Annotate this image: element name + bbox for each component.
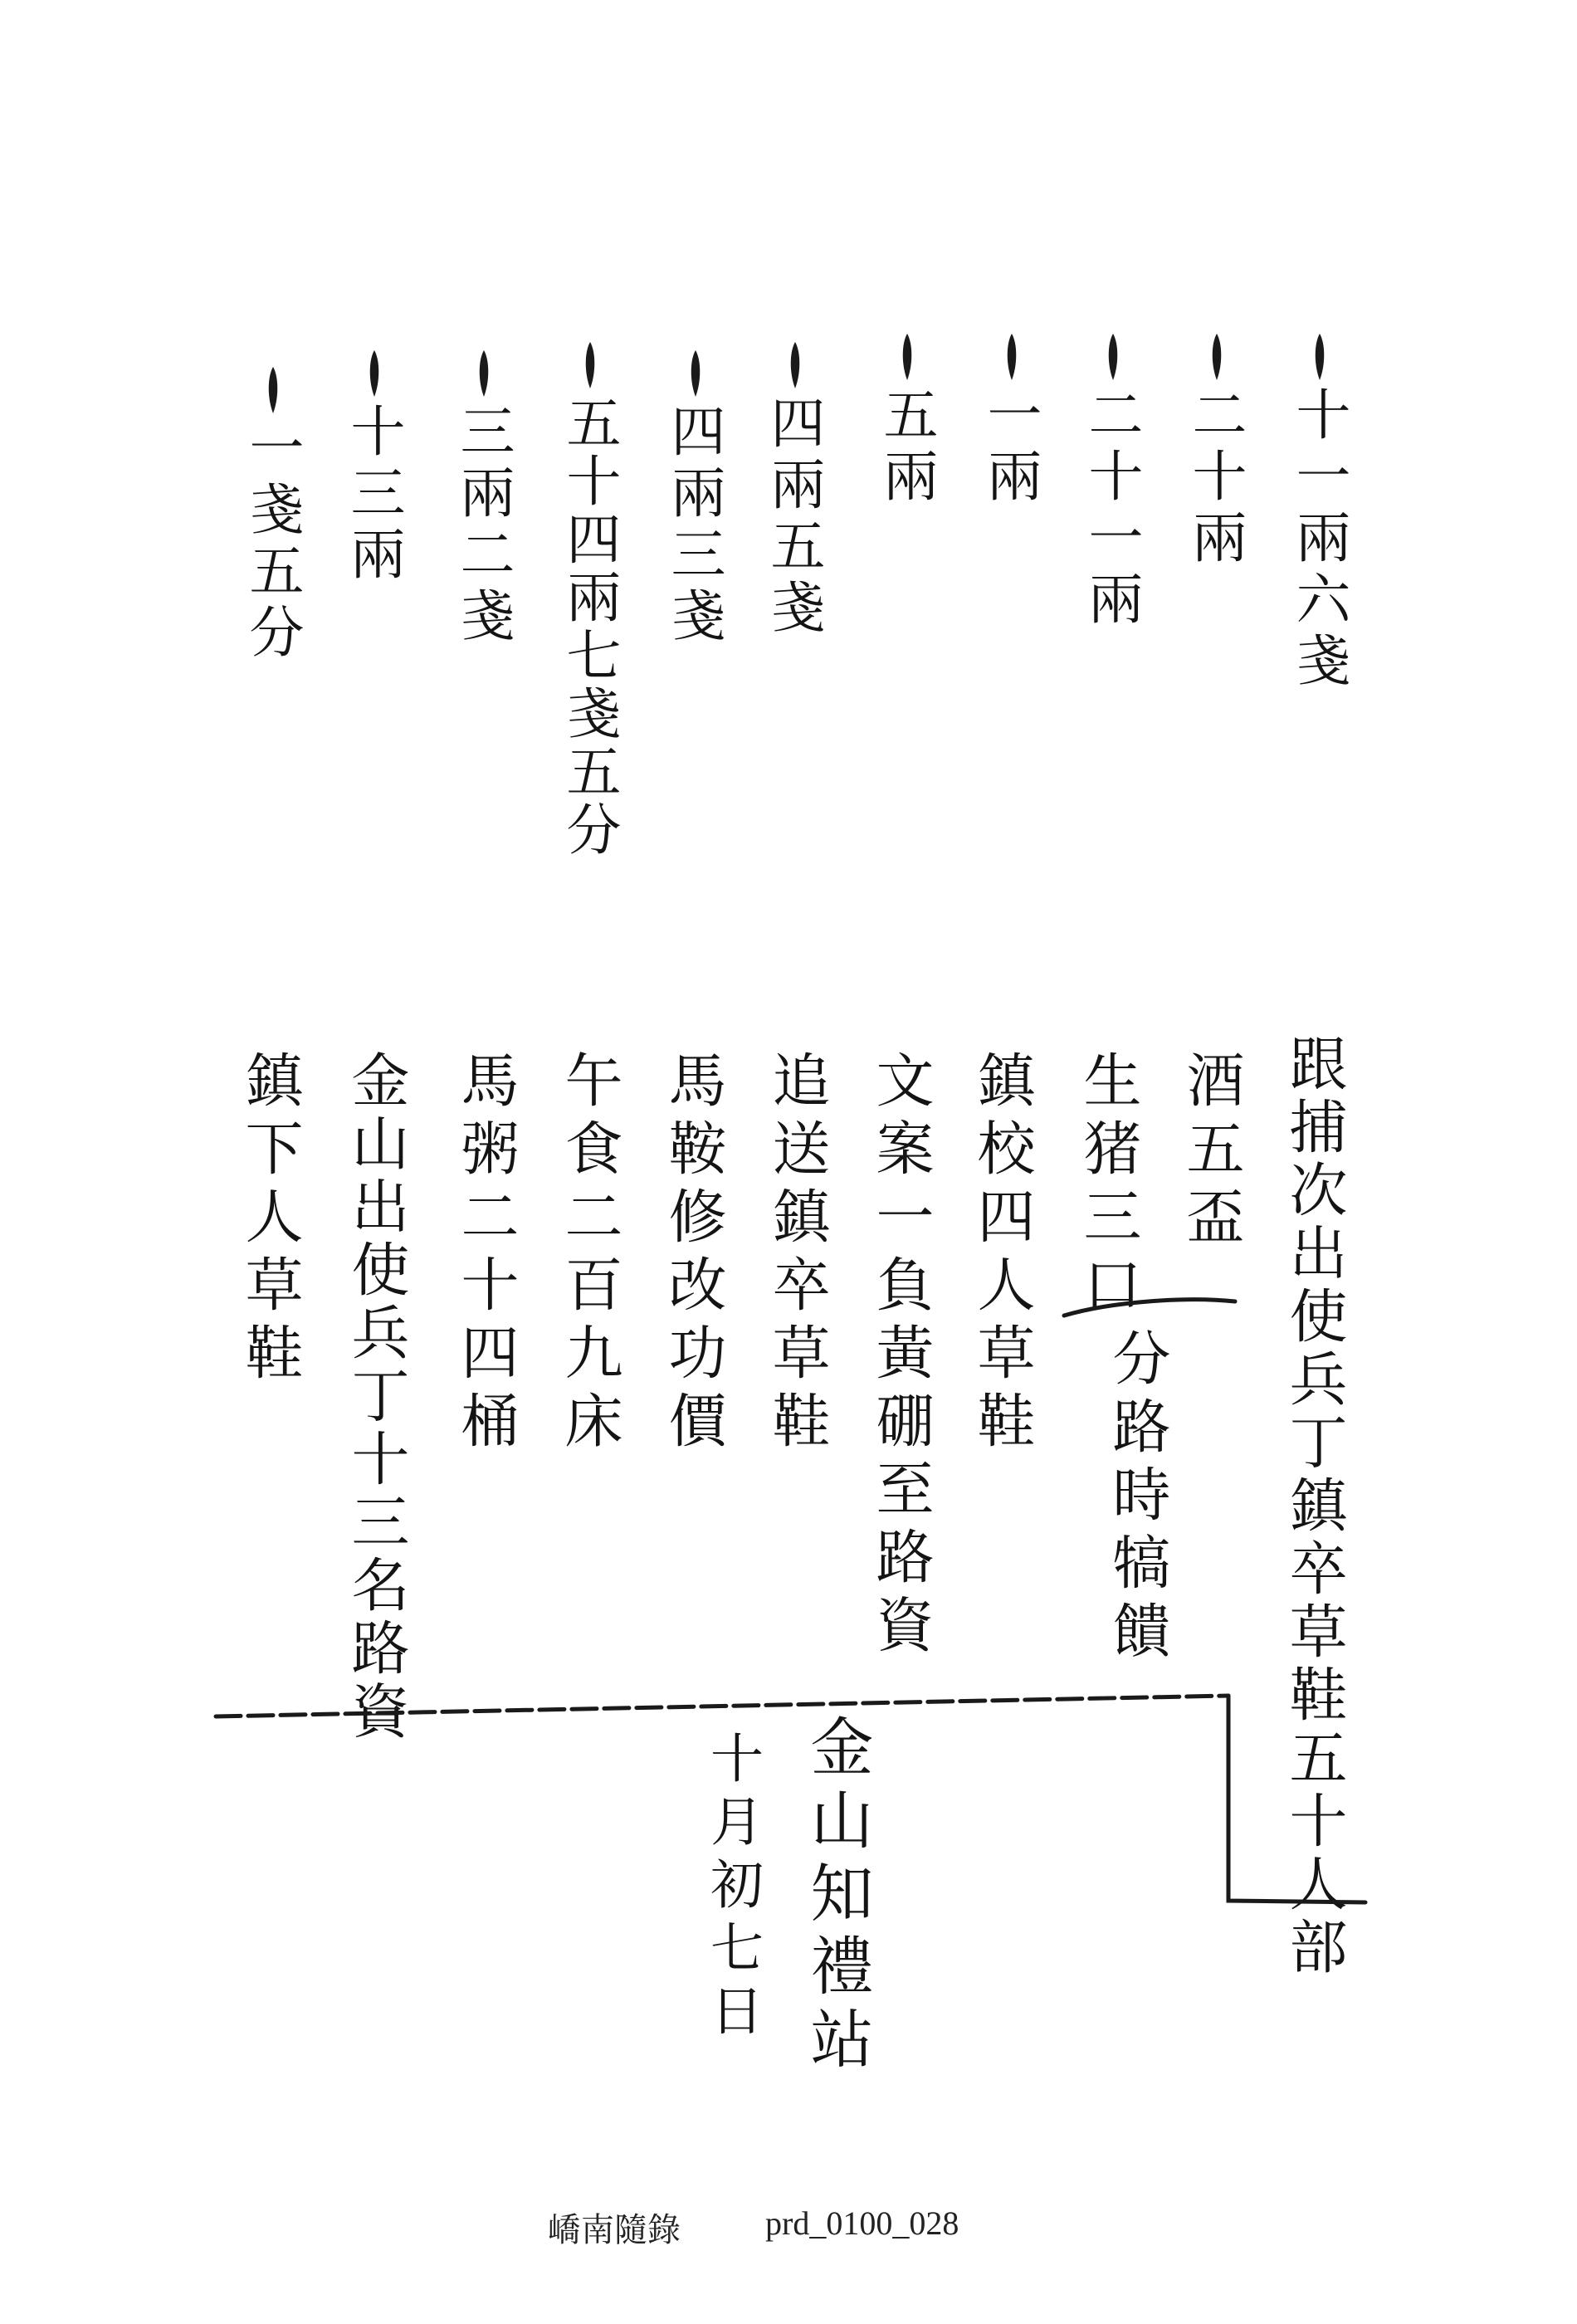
brush-mark-icon: [786, 340, 804, 390]
signature-date: 十月初七日: [701, 1731, 763, 2046]
brush-mark-icon: [475, 349, 493, 398]
documents-item: 文案一負黃硼至路資: [867, 1050, 935, 1662]
amount-text: 四兩五戔: [761, 394, 825, 640]
distribution-note: 分路時犒饋: [1103, 1328, 1171, 1668]
brush-mark-icon: [1104, 332, 1122, 382]
signature-office: 金山知禮站: [800, 1714, 874, 2079]
amount-text: 十三兩: [341, 403, 405, 587]
amount-text: 一戔五分: [240, 419, 304, 665]
amount-text: 五兩: [874, 386, 938, 509]
amount-text: 三兩二戔: [451, 403, 515, 648]
meal-item: 午食二百九床: [555, 1050, 623, 1458]
brush-mark-icon: [686, 349, 705, 398]
amount-text: 一兩: [978, 386, 1042, 509]
escorts-item: 追送鎮卒草鞋: [763, 1050, 831, 1458]
amount-text: 四兩三戔: [662, 403, 725, 648]
amount-text: 二十一兩: [1079, 386, 1143, 632]
saddle-item: 馬鞍修改功價: [659, 1050, 727, 1458]
brush-mark-icon: [1208, 332, 1226, 382]
soldiers-item: 鎮校四人草鞋: [968, 1050, 1036, 1458]
footer-page-id: prd_0100_028: [765, 2204, 959, 2242]
amount-text: 十一兩六戔: [1286, 386, 1350, 693]
header-item-line: 跟捕次出使兵丁鎮卒草鞋五十人部: [1280, 1033, 1348, 1980]
amount-text: 二十兩: [1183, 386, 1247, 570]
brush-mark-icon: [365, 349, 383, 398]
brush-mark-icon: [1003, 332, 1021, 382]
amount-text: 五十四兩七戔五分: [557, 394, 621, 859]
fodder-item: 馬粥二十四桶: [452, 1050, 520, 1458]
geumsan-item: 金山出使兵丁十三名路資: [342, 1050, 410, 1744]
brush-mark-icon: [1311, 332, 1329, 382]
footer-book-title: 嶠南隨錄: [548, 2211, 681, 2249]
brush-mark-icon: [898, 332, 916, 382]
garrison-item: 鎮下人草鞋: [236, 1050, 304, 1390]
brush-mark-icon: [264, 365, 282, 415]
brush-mark-icon: [581, 340, 599, 390]
wine-item: 酒五盃: [1177, 1050, 1245, 1254]
pigs-item: 生猪三口: [1074, 1050, 1142, 1322]
